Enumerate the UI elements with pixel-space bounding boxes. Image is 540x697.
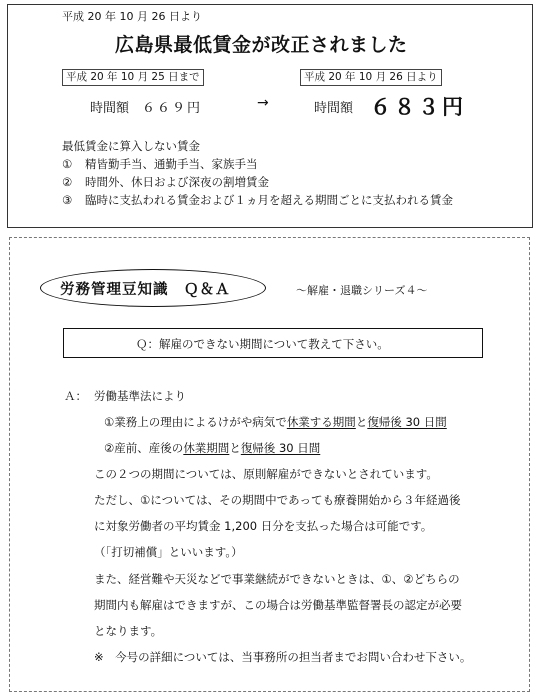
arrow-right-icon: → xyxy=(257,95,269,111)
answer-intro: 労働基準法により xyxy=(94,389,186,403)
notice-title: 広島県最低賃金が改正されました xyxy=(115,34,408,56)
qa-title: 労務管理豆知識 Ｑ＆Ａ xyxy=(60,282,231,298)
answer-line: また、経営難や天災などで事業継続ができないときは、①、②どちらの xyxy=(94,572,460,586)
question-text: Ｑ：解雇のできない期間について教えて下さい。 xyxy=(136,337,389,351)
excluded-item xyxy=(62,156,258,172)
underlined-text: 休業する期間 xyxy=(286,415,356,429)
effective-date: 平成 20 年 10 月 26 日より xyxy=(62,10,202,23)
new-hourly-label: 時間額 xyxy=(314,101,354,116)
underlined-text: 休業期間 xyxy=(183,441,230,455)
underlined-text: 復帰後 30 日間 xyxy=(367,415,447,429)
old-period-tag: 平成 20 年 10 月 25 日まで xyxy=(62,69,204,86)
item-text: 精皆勤手当、通勤手当、家族手当 xyxy=(85,157,258,171)
underlined-text: 復帰後 30 日間 xyxy=(240,441,321,455)
old-wage-value: ６６９円 xyxy=(142,101,203,116)
new-period-tag: 平成 20 年 10 月 26 日より xyxy=(300,69,442,86)
answer-line: （「打切補償」といいます。） xyxy=(94,545,243,559)
answer-line: この２つの期間については、原則解雇ができないとされています。 xyxy=(94,467,438,481)
new-wage-value: ６８３円 xyxy=(370,95,466,119)
period-two xyxy=(104,440,320,456)
old-hourly-label: 時間額 xyxy=(90,101,130,116)
footer-note: ※ 今号の詳細については、当事務所の担当者までお問い合わせ下さい。 xyxy=(94,650,472,664)
answer-line: に対象労働者の平均賃金 1,200 日分を支払った場合は可能です。 xyxy=(94,519,433,533)
answer-line: ただし、①については、その期間中であっても療養開始から３年経過後 xyxy=(94,493,461,507)
text: ①業務上の理由によるけがや病気で xyxy=(104,415,287,429)
answer-line: 期間内も解雇はできますが、この場合は労働基準監督署長の認定が必要 xyxy=(94,598,462,612)
excluded-heading: 最低賃金に算入しない賃金 xyxy=(62,139,200,153)
excluded-item xyxy=(62,174,269,190)
item-text: 時間外、休日および深夜の割増賃金 xyxy=(85,175,269,189)
text: ②産前、産後の xyxy=(104,441,184,455)
answer-label: Ａ： xyxy=(64,389,87,403)
item-number: ② xyxy=(62,175,73,189)
item-text: 臨時に支払われる賃金および１ヵ月を超える期間ごとに支払われる賃金 xyxy=(85,193,453,207)
text: と xyxy=(229,441,241,455)
qa-panel xyxy=(9,237,530,692)
excluded-item xyxy=(62,192,453,208)
item-number: ③ xyxy=(62,193,73,207)
item-number: ① xyxy=(62,157,73,171)
text: と xyxy=(355,415,368,429)
answer-line: となります。 xyxy=(94,624,163,638)
series-label: ～解雇・退職シリーズ４～ xyxy=(296,284,428,297)
period-one xyxy=(104,414,447,430)
